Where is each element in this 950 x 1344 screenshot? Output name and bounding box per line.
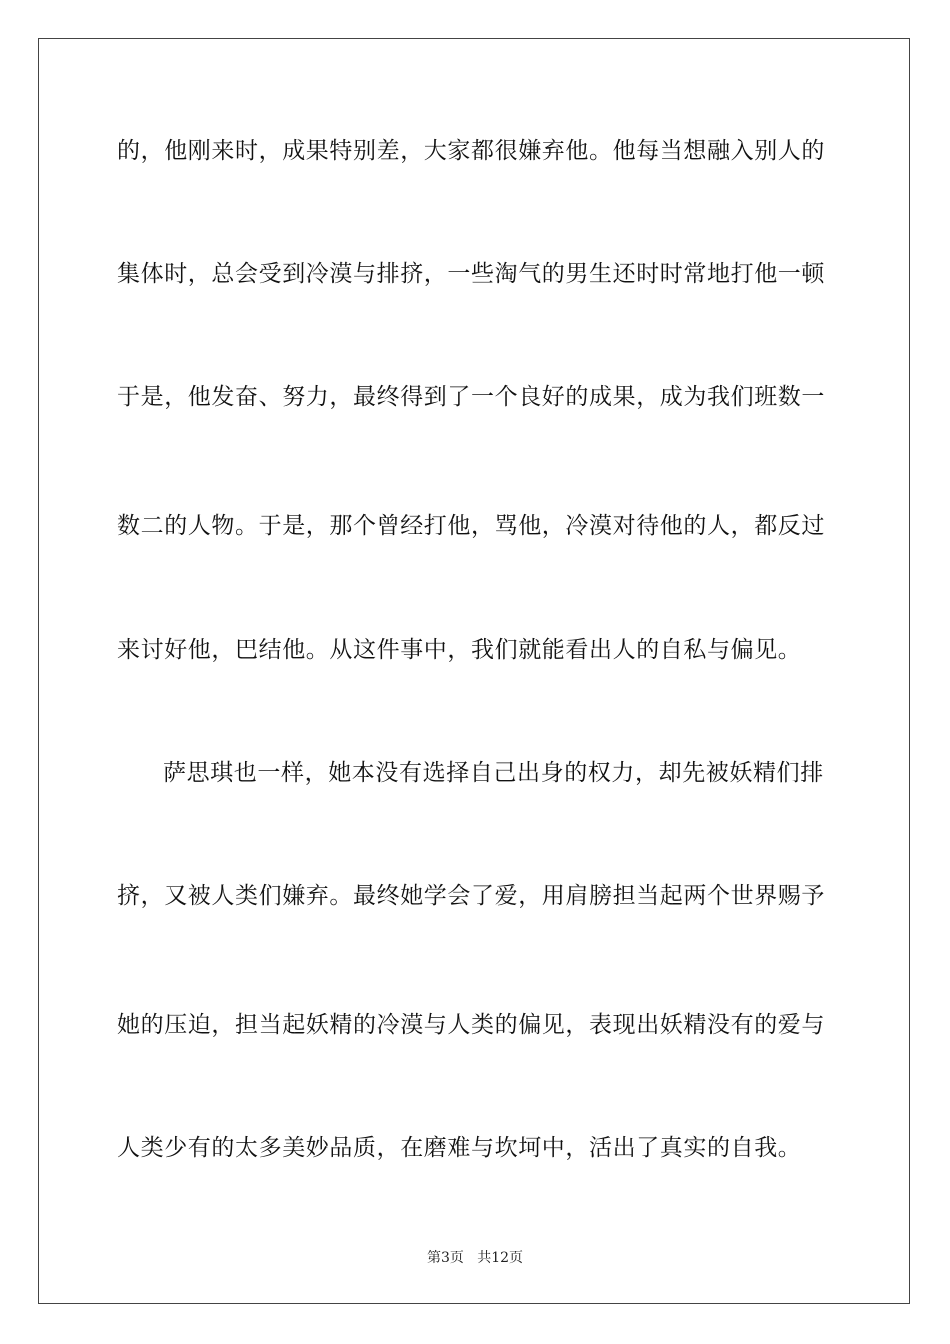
paragraph-line: 萨思琪也一样，她本没有选择自己出身的权力，却先被妖精们排 [163, 760, 824, 786]
paragraph-line: 人类少有的太多美妙品质，在磨难与坎坷中，活出了真实的自我。 [117, 1135, 802, 1161]
page-border [38, 38, 910, 1304]
paragraph-line: 集体时，总会受到冷漠与排挤，一些淘气的男生还时时常地打他一顿 [117, 261, 825, 287]
paragraph-line: 的，他刚来时，成果特别差，大家都很嫌弃他。他每当想融入别人的 [117, 138, 825, 164]
paragraph-line: 她的压迫，担当起妖精的冷漠与人类的偏见，表现出妖精没有的爱与 [117, 1012, 825, 1038]
paragraph-line: 来讨好他，巴结他。从这件事中，我们就能看出人的自私与偏见。 [117, 637, 802, 663]
paragraph-line: 数二的人物。于是，那个曾经打他，骂他，冷漠对待他的人，都反过 [117, 513, 825, 539]
paragraph-line: 于是，他发奋、努力，最终得到了一个良好的成果，成为我们班数一 [117, 384, 825, 410]
page-number-footer: 第3页 共12页 [426, 1250, 524, 1266]
paragraph-line: 挤，又被人类们嫌弃。最终她学会了爱，用肩膀担当起两个世界赐予 [117, 883, 825, 909]
